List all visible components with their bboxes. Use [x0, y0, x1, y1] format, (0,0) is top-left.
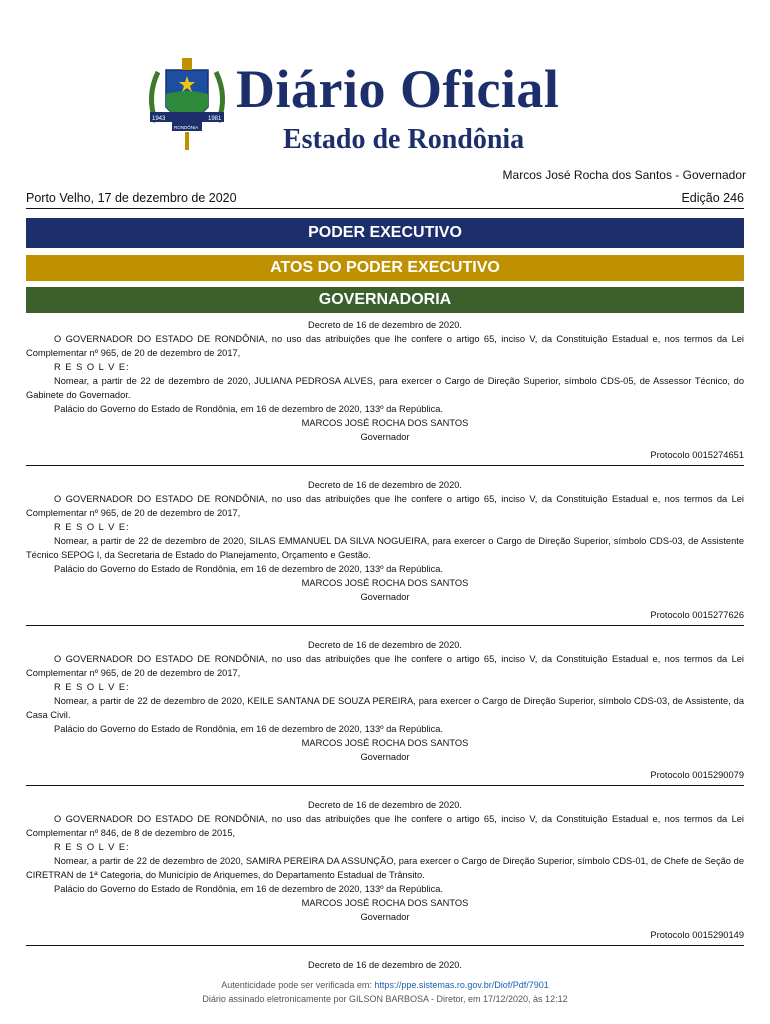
decree-protocol: Protocolo 0015277626 [650, 610, 744, 620]
decree-protocol: Protocolo 0015290149 [650, 930, 744, 940]
decree-item [26, 318, 744, 466]
decree-resolve: R E S O L V E: [54, 522, 130, 532]
decree-body: Nomear, a partir de 22 de dezembro de 2020, SILAS EMMANUEL DA SILVA NOGUEIRA, para exercer o Cargo de Direção Superior, símbolo CDS-03, de Assistente Técnico SEPOG I, da Secretaria de Estado do Planejamento, Orçamento e Gestão. [26, 536, 744, 560]
decree-protocol: Protocolo 0015274651 [650, 450, 744, 460]
decree-resolve: R E S O L V E: [54, 842, 130, 852]
section-band-office: GOVERNADORIA [26, 287, 744, 313]
dateline [26, 188, 744, 209]
decree-heading: Decreto de 16 de dezembro de 2020. [307, 640, 463, 650]
decree-heading: Decreto de 16 de dezembro de 2020. [307, 320, 463, 330]
governor-line: Marcos José Rocha dos Santos - Governador [502, 168, 746, 182]
signature-line: Diário assinado eletronicamente por GILSON BARBOSA - Diretor, em 17/12/2020, às 12:12 [202, 994, 568, 1004]
masthead [0, 0, 770, 205]
decree-preamble: O GOVERNADOR DO ESTADO DE RONDÔNIA, no uso das atribuições que lhe confere o artigo 65, inciso V, da Constituição Estadual e, nos termos da Lei Complementar nº 965, de 20 de dezembro de 2017, [26, 654, 744, 678]
decree-heading: Decreto de 16 de dezembro de 2020. [307, 800, 463, 810]
decree-place: Palácio do Governo do Estado de Rondônia, em 16 de dezembro de 2020, 133º da República. [54, 884, 443, 894]
divider [26, 945, 744, 946]
decree-role: Governador [360, 752, 410, 762]
decree-item [26, 638, 744, 786]
decree-preamble: O GOVERNADOR DO ESTADO DE RONDÔNIA, no uso das atribuições que lhe confere o artigo 65, inciso V, da Constituição Estadual e, nos termos da Lei Complementar nº 846, de 8 de dezembro de 2015, [26, 814, 744, 838]
authenticity-prefix: Autenticidade pode ser verificada em: [221, 980, 375, 990]
divider [26, 465, 744, 466]
page-title: Diário Oficial [236, 59, 560, 119]
decree-body: Nomear, a partir de 22 de dezembro de 2020, JULIANA PEDROSA ALVES, para exercer o Cargo de Direção Superior, símbolo CDS-05, de Assessor Técnico, do Gabinete do Governador. [26, 376, 744, 400]
decree-role: Governador [360, 432, 410, 442]
decree-role: Governador [360, 592, 410, 602]
section-band-acts: ATOS DO PODER EXECUTIVO [26, 255, 744, 281]
authenticity-link[interactable]: https://ppe.sistemas.ro.gov.br/Diof/Pdf/7901 [374, 980, 549, 990]
decree-signer: MARCOS JOSÉ ROCHA DOS SANTOS [301, 738, 469, 748]
decree-item [26, 798, 744, 946]
decree-resolve: R E S O L V E: [54, 682, 130, 692]
divider [26, 625, 744, 626]
page-subtitle: Estado de Rondônia [283, 124, 525, 155]
decree-place: Palácio do Governo do Estado de Rondônia, em 16 de dezembro de 2020, 133º da República. [54, 564, 443, 574]
coat-year-right: 1981 [208, 116, 222, 122]
decree-item [26, 958, 744, 972]
decree-place: Palácio do Governo do Estado de Rondônia, em 16 de dezembro de 2020, 133º da República. [54, 404, 443, 414]
decree-heading: Decreto de 16 de dezembro de 2020. [307, 480, 463, 490]
divider [26, 785, 744, 786]
coat-of-arms-icon [142, 52, 232, 152]
decree-body: Nomear, a partir de 22 de dezembro de 2020, KEILE SANTANA DE SOUZA PEREIRA, para exercer o Cargo de Direção Superior, símbolo CDS-03, de Assistente, da Casa Civil. [26, 696, 744, 720]
page-footer [0, 978, 770, 1006]
decree-preamble: O GOVERNADOR DO ESTADO DE RONDÔNIA, no uso das atribuições que lhe confere o artigo 65, inciso V, da Constituição Estadual e, nos termos da Lei Complementar nº 965, de 20 de dezembro de 2017, [26, 334, 744, 358]
decree-resolve: R E S O L V E: [54, 362, 130, 372]
authenticity-line [0, 978, 770, 992]
section-band-power: PODER EXECUTIVO [26, 218, 744, 248]
decree-signer: MARCOS JOSÉ ROCHA DOS SANTOS [301, 898, 469, 908]
decree-heading: Decreto de 16 de dezembro de 2020. [307, 960, 463, 970]
decree-place: Palácio do Governo do Estado de Rondônia, em 16 de dezembro de 2020, 133º da República. [54, 724, 443, 734]
decree-signer: MARCOS JOSÉ ROCHA DOS SANTOS [301, 418, 469, 428]
decree-body: Nomear, a partir de 22 de dezembro de 2020, SAMIRA PEREIRA DA ASSUNÇÃO, para exercer o Cargo de Direção Superior, símbolo CDS-01, de Chefe de Seção de CIRETRAN de 1ª Categoria, do Município de Ariquemes, do Departamento Estadual de Trânsito. [26, 856, 744, 880]
decree-preamble: O GOVERNADOR DO ESTADO DE RONDÔNIA, no uso das atribuições que lhe confere o artigo 65, inciso V, da Constituição Estadual e, nos termos da Lei Complementar nº 965, de 20 de dezembro de 2017, [26, 494, 744, 518]
decree-role: Governador [360, 912, 410, 922]
decree-item [26, 478, 744, 626]
coat-ribbon-text: RONDÔNIA [174, 125, 199, 130]
decree-list [26, 318, 744, 972]
edition-number: Edição 246 [681, 191, 744, 205]
decree-signer: MARCOS JOSÉ ROCHA DOS SANTOS [301, 578, 469, 588]
coat-year-left: 1943 [152, 116, 166, 122]
publication-date: Porto Velho, 17 de dezembro de 2020 [26, 191, 237, 205]
decree-protocol: Protocolo 0015290079 [650, 770, 744, 780]
